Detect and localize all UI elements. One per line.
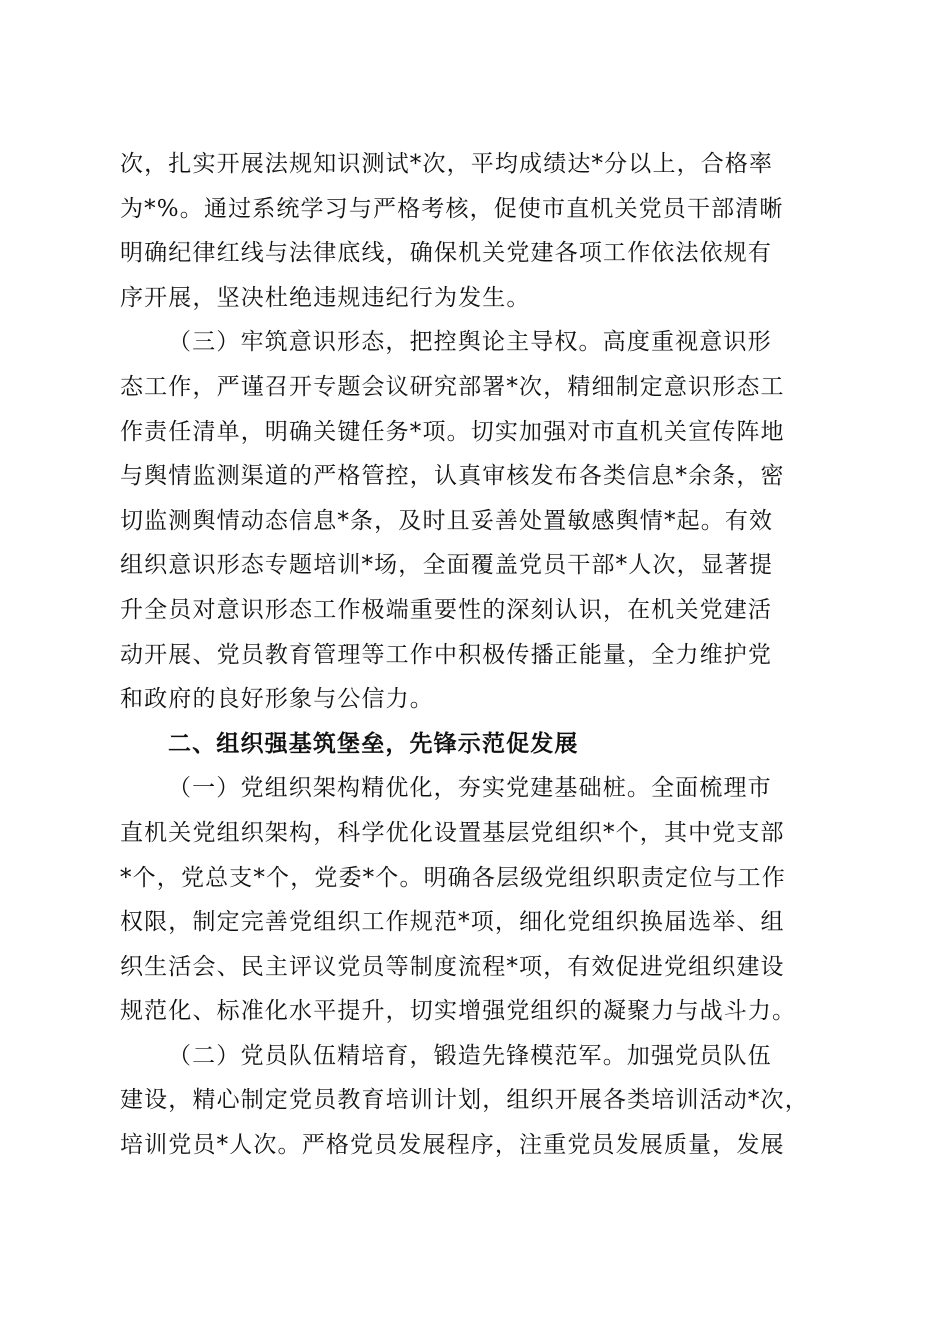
- text-line: [120, 1034, 830, 1079]
- text-line: 明确纪律红线与法律底线，确保机关党建各项工作依法依规有: [120, 240, 773, 267]
- text-line: 升全员对意识形态工作极端重要性的深刻认识，在机关党建活: [120, 596, 773, 623]
- text-line: 作责任清单，明确关键任务*项。切实加强对市直机关宣传阵地: [120, 418, 785, 445]
- paragraph-member-training: [120, 1034, 830, 1168]
- section-heading: 二、组织强基筑堡垒，先锋示范促发展: [168, 730, 579, 757]
- text-line: 次，扎实开展法规知识测试*次，平均成绩达*分以上，合格率: [120, 151, 774, 177]
- text-line: 建设，精心制定党员教育培训计划，组织开展各类培训活动*次，: [120, 1087, 809, 1114]
- text-line: *个，党总支*个，党委*个。明确各层级党组织职责定位与工作: [120, 864, 786, 891]
- text-line: 切监测舆情动态信息*条，及时且妥善处置敏感舆情*起。有效: [120, 507, 774, 534]
- subsection-title: （二）党员队伍精培育，锻造先锋模范军。: [168, 1042, 627, 1069]
- text-line: 态工作，严谨召开专题会议研究部署*次，精细制定意识形态工: [120, 373, 785, 400]
- paragraph-ideology: [120, 320, 830, 721]
- text-line: 规范化、标准化水平提升，切实增强党组织的凝聚力与战斗力。: [120, 998, 797, 1025]
- text-run: 高度重视意识形: [602, 329, 772, 356]
- text-line: 直机关党组织架构，科学优化设置基层党组织*个，其中党支部: [120, 819, 785, 846]
- text-line: [120, 766, 830, 811]
- subsection-title: （三）牢筑意识形态，把控舆论主导权。: [168, 329, 603, 356]
- text-line: 和政府的良好形象与公信力。: [120, 686, 434, 713]
- paragraph-org-structure: [120, 766, 830, 1034]
- text-line: 织生活会、民主评议党员等制度流程*项，有效促进党组织建设: [120, 953, 785, 980]
- subsection-title: （一）党组织架构精优化，夯实党建基础桩。: [168, 775, 651, 802]
- text-line: 权限，制定完善党组织工作规范*项，细化党组织换届选举、组: [120, 909, 785, 936]
- text-line: 序开展，坚决杜绝违规违纪行为发生。: [120, 284, 531, 311]
- text-line: 与舆情监测渠道的严格管控，认真审核发布各类信息*余条，密: [120, 463, 785, 490]
- text-run: 加强党员队伍: [626, 1042, 772, 1069]
- paragraph-legal-education: [120, 142, 830, 320]
- text-line: 动开展、党员教育管理等工作中积极传播正能量，全力维护党: [120, 641, 773, 668]
- text-line: 培训党员*人次。严格党员发展程序，注重党员发展质量，发展: [120, 1132, 785, 1159]
- text-line: 为*%。通过系统学习与严格考核，促使市直机关党员干部清晰: [120, 195, 784, 222]
- text-run: 全面梳理市: [651, 775, 772, 802]
- text-line: [120, 320, 830, 365]
- document-page: [120, 142, 830, 1168]
- text-line: 组织意识形态专题培训*场，全面覆盖党员干部*人次，显著提: [120, 552, 774, 579]
